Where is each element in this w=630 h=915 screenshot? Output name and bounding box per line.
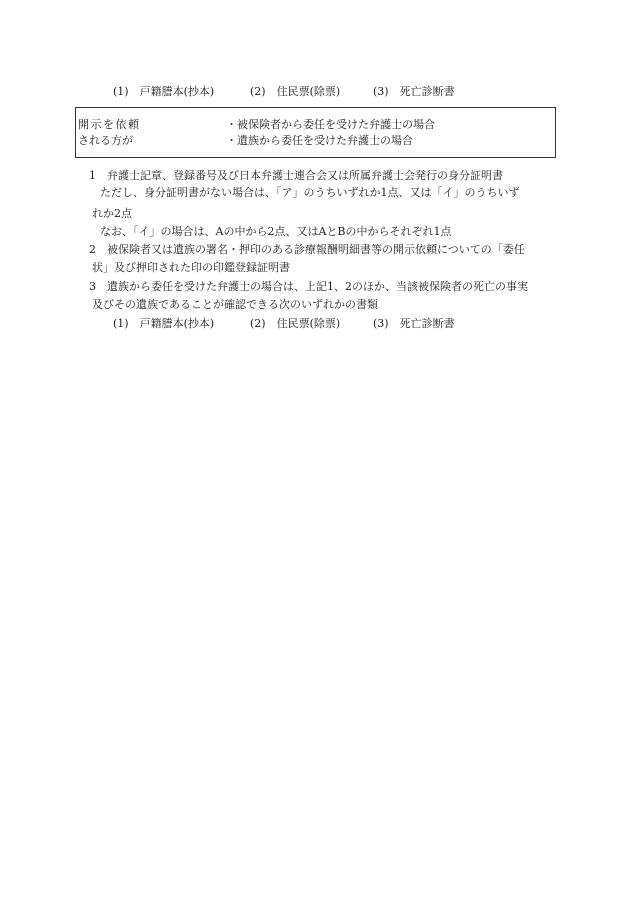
item1-line3: れか2点 xyxy=(92,207,132,220)
item2-line1: 2 被保険者又は遺族の署名・押印のある診療報酬明細書等の開示依頼についての「委任 xyxy=(89,243,525,256)
bottom-document-2: (2) 住民票(除票) xyxy=(250,317,341,330)
item2-line2: 状」及び押印された印の印鑑登録証明書 xyxy=(92,261,290,274)
top-document-3: (3) 死亡診断書 xyxy=(373,85,455,98)
requester-case-insured: ・被保険者から委任を受けた弁護士の場合 xyxy=(226,118,435,131)
requester-label-line1: 開示を依頼 xyxy=(78,118,141,131)
top-document-1: (1) 戸籍謄本(抄本) xyxy=(113,85,215,98)
bottom-document-3: (3) 死亡診断書 xyxy=(373,317,455,330)
requester-case-bereaved: ・遺族から委任を受けた弁護士の場合 xyxy=(226,134,413,147)
item1-line4: なお、「イ」の場合は、Aの中から2点、又はAとBの中からそれぞれ1点 xyxy=(100,225,452,238)
top-document-2: (2) 住民票(除票) xyxy=(250,85,341,98)
bottom-documents-row xyxy=(0,318,630,332)
top-documents-row xyxy=(0,86,630,100)
item1-line1: 1 弁護士記章、登録番号及び日本弁護士連合会又は所属弁護士会発行の身分証明書 xyxy=(89,169,503,182)
bottom-document-1: (1) 戸籍謄本(抄本) xyxy=(113,317,215,330)
requester-box xyxy=(75,107,556,158)
requester-label-line2: される方が xyxy=(78,134,133,147)
item1-line2: ただし、身分証明書がない場合は、「ア」のうちいずれか1点、又は「イ」のうちいず xyxy=(100,186,520,199)
item3-line2: 及びその遺族であることが確認できる次のいずれかの書類 xyxy=(92,298,378,311)
item3-line1: 3 遺族から委任を受けた弁護士の場合は、上記1、2のほか、当該被保険者の死亡の事実 xyxy=(89,280,528,293)
